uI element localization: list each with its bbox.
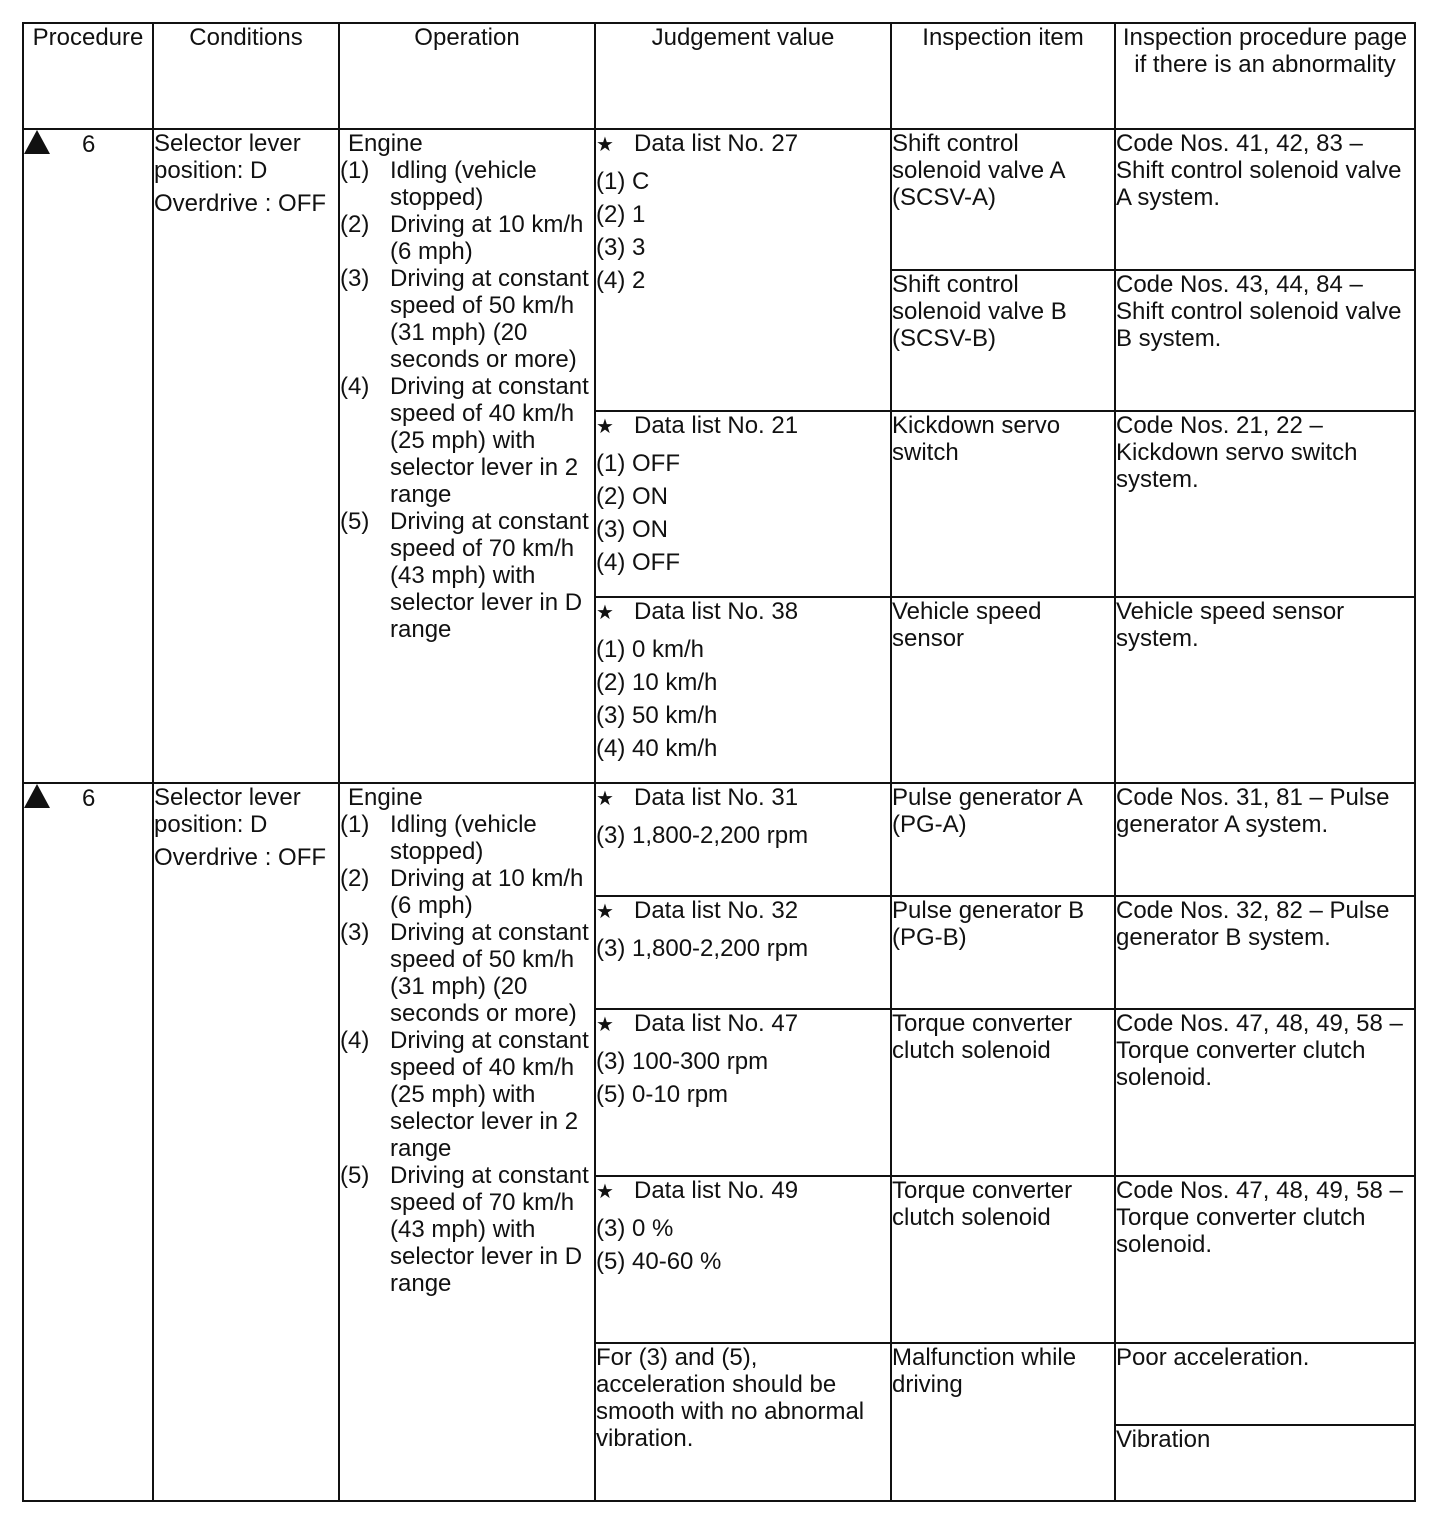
triangle-icon xyxy=(24,130,50,154)
conditions-cell xyxy=(153,783,339,1501)
operation-step: (2) Driving at 10 km/h (6 mph) xyxy=(340,211,584,265)
inspection-item: Malfunction while driving xyxy=(891,1343,1115,1501)
condition-overdrive: Overdrive : OFF xyxy=(154,190,327,217)
operation-title: Engine xyxy=(348,784,423,811)
operation-step: (1) Idling (vehicle stopped) xyxy=(340,157,537,211)
header-operation: Operation xyxy=(339,23,595,129)
inspection-page: Vibration xyxy=(1115,1425,1415,1501)
procedure-number: 6 xyxy=(82,785,96,812)
judgement-value: (3) 100-300 rpm xyxy=(596,1048,769,1075)
procedure-cell xyxy=(23,129,153,783)
inspection-page: Poor acceleration. xyxy=(1115,1343,1415,1425)
judgement-value: (1) 0 km/h xyxy=(596,636,705,663)
inspection-page: Code Nos. 41, 42, 83 – Shift control solenoid valve A system. xyxy=(1115,129,1415,270)
judgement-value: (3) 50 km/h xyxy=(596,702,718,729)
judgement-value: (1) OFF xyxy=(596,450,680,477)
inspection-table xyxy=(22,22,1416,1502)
star-icon: ★ xyxy=(596,788,614,810)
procedure-number: 6 xyxy=(82,131,96,158)
operation-step: (1) Idling (vehicle stopped) xyxy=(340,811,537,865)
inspection-item: Shift control solenoid valve A (SCSV-A) xyxy=(891,129,1115,270)
judgement-title: Data list No. 38 xyxy=(634,598,799,625)
star-icon: ★ xyxy=(596,1014,614,1036)
operation-step: (4) Driving at constant speed of 40 km/h (25 mph) with selector lever in 2 range xyxy=(340,373,589,508)
inspection-page: Code Nos. 47, 48, 49, 58 – Torque converter clutch solenoid. xyxy=(1115,1009,1415,1176)
operation-cell xyxy=(339,783,595,1501)
header-conditions: Conditions xyxy=(153,23,339,129)
judgement-value: (2) ON xyxy=(596,483,668,510)
judgement-value: (3) ON xyxy=(596,516,668,543)
judgement-title: Data list No. 21 xyxy=(634,412,799,439)
inspection-item: Pulse generator A (PG-A) xyxy=(891,783,1115,896)
judgement-value: (3) 3 xyxy=(596,234,646,261)
judgement-value: (4) OFF xyxy=(596,549,680,576)
header-row xyxy=(23,23,1415,129)
star-icon: ★ xyxy=(596,416,614,438)
header-procedure: Procedure xyxy=(23,23,153,129)
judgement-value: (4) 40 km/h xyxy=(596,735,718,762)
judgement-cell: For (3) and (5), acceleration should be smooth with no abnormal vibration. xyxy=(595,1343,891,1501)
judgement-cell xyxy=(595,129,891,411)
header-inspection-page: Inspection procedure page if there is an abnormality xyxy=(1115,23,1415,129)
inspection-item: Shift control solenoid valve B (SCSV-B) xyxy=(891,270,1115,411)
inspection-item: Pulse generator B (PG-B) xyxy=(891,896,1115,1009)
conditions-cell xyxy=(153,129,339,783)
inspection-item: Torque converter clutch solenoid xyxy=(891,1009,1115,1176)
procedure-cell xyxy=(23,783,153,1501)
header-inspection-item: Inspection item xyxy=(891,23,1115,129)
judgement-title: Data list No. 27 xyxy=(634,130,799,157)
inspection-item: Kickdown servo switch xyxy=(891,411,1115,597)
judgement-value: (3) 1,800-2,200 rpm xyxy=(596,822,809,849)
inspection-page: Code Nos. 32, 82 – Pulse generator B system. xyxy=(1115,896,1415,1009)
table-row xyxy=(23,129,1415,270)
star-icon: ★ xyxy=(596,602,614,624)
judgement-cell xyxy=(595,1009,891,1176)
operation-step: (5) Driving at constant speed of 70 km/h (43 mph) with selector lever in D range xyxy=(340,508,589,643)
condition-selector: Selector lever position: D xyxy=(154,784,301,838)
operation-step: (3) Driving at constant speed of 50 km/h (31 mph) (20 seconds or more) xyxy=(340,919,589,1027)
star-icon: ★ xyxy=(596,1181,614,1203)
inspection-page: Code Nos. 47, 48, 49, 58 – Torque converter clutch solenoid. xyxy=(1115,1176,1415,1343)
judgement-cell xyxy=(595,411,891,597)
judgement-title: Data list No. 49 xyxy=(634,1177,799,1204)
judgement-title: Data list No. 31 xyxy=(634,784,799,811)
condition-overdrive: Overdrive : OFF xyxy=(154,844,327,871)
inspection-page: Code Nos. 21, 22 – Kickdown servo switch system. xyxy=(1115,411,1415,597)
judgement-cell xyxy=(595,597,891,783)
table-row xyxy=(23,783,1415,896)
operation-title: Engine xyxy=(348,130,423,157)
inspection-page: Code Nos. 43, 44, 84 – Shift control solenoid valve B system. xyxy=(1115,270,1415,411)
judgement-value: (1) C xyxy=(596,168,650,195)
inspection-page: Vehicle speed sensor system. xyxy=(1115,597,1415,783)
triangle-icon xyxy=(24,784,50,808)
judgement-title: Data list No. 47 xyxy=(634,1010,799,1037)
condition-selector: Selector lever position: D xyxy=(154,130,301,184)
judgement-value: (2) 1 xyxy=(596,201,646,228)
judgement-cell xyxy=(595,783,891,896)
judgement-value: (5) 0-10 rpm xyxy=(596,1081,729,1108)
judgement-value: (2) 10 km/h xyxy=(596,669,718,696)
judgement-value: (3) 0 % xyxy=(596,1215,674,1242)
judgement-cell xyxy=(595,896,891,1009)
inspection-page: Code Nos. 31, 81 – Pulse generator A system. xyxy=(1115,783,1415,896)
judgement-value: (5) 40-60 % xyxy=(596,1248,722,1275)
operation-step: (5) Driving at constant speed of 70 km/h (43 mph) with selector lever in D range xyxy=(340,1162,589,1297)
star-icon: ★ xyxy=(596,901,614,923)
star-icon: ★ xyxy=(596,134,614,156)
judgement-cell xyxy=(595,1176,891,1343)
operation-step: (2) Driving at 10 km/h (6 mph) xyxy=(340,865,584,919)
judgement-title: Data list No. 32 xyxy=(634,897,799,924)
header-judgement-value: Judgement value xyxy=(595,23,891,129)
operation-step: (3) Driving at constant speed of 50 km/h (31 mph) (20 seconds or more) xyxy=(340,265,589,373)
inspection-item: Vehicle speed sensor xyxy=(891,597,1115,783)
judgement-value: (4) 2 xyxy=(596,267,646,294)
operation-cell xyxy=(339,129,595,783)
judgement-value: (3) 1,800-2,200 rpm xyxy=(596,935,809,962)
operation-step: (4) Driving at constant speed of 40 km/h (25 mph) with selector lever in 2 range xyxy=(340,1027,589,1162)
inspection-item: Torque converter clutch solenoid xyxy=(891,1176,1115,1343)
